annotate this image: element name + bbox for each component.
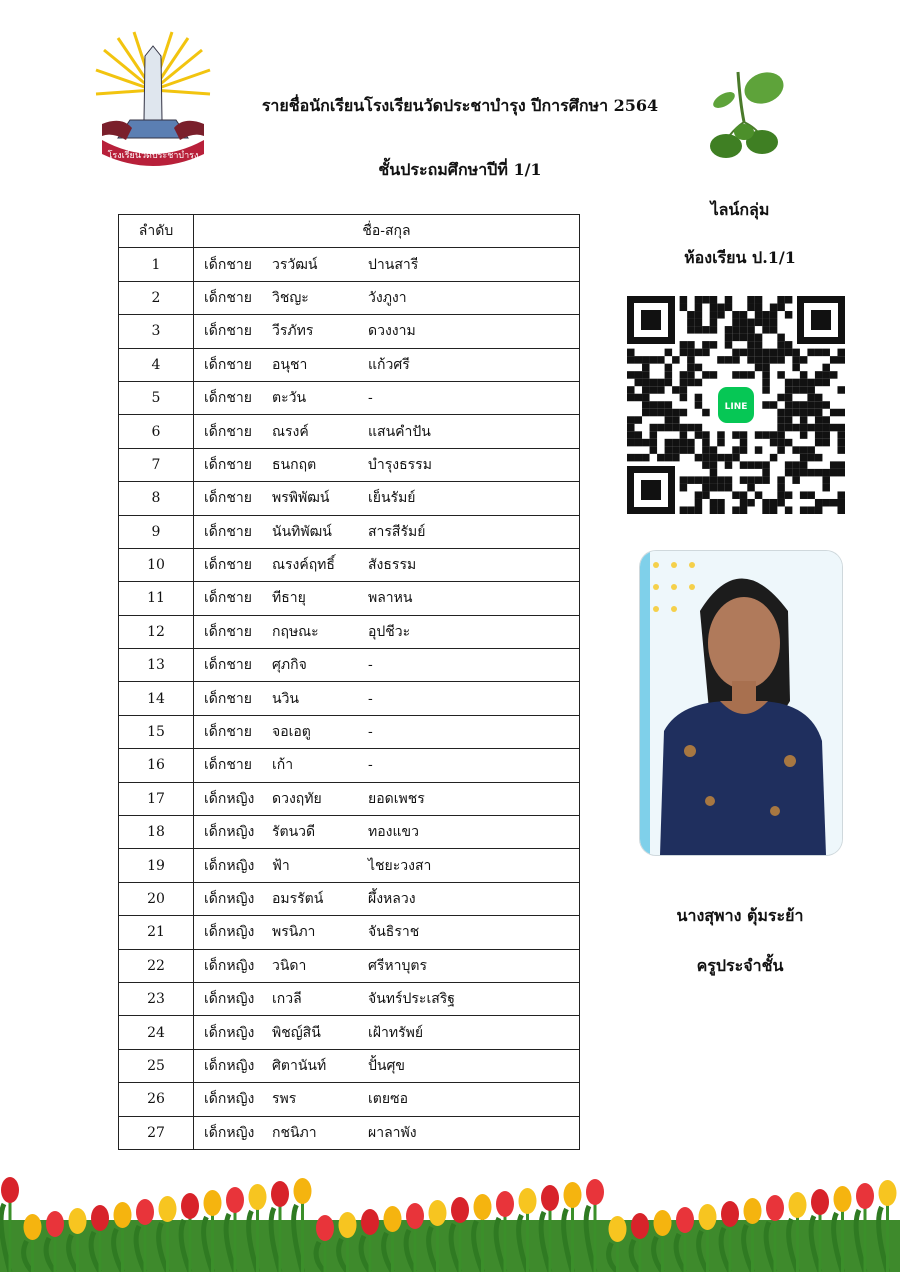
teacher-photo <box>640 551 842 855</box>
table-row <box>119 649 580 682</box>
header-name: ชื่อ-สกุล <box>194 215 580 248</box>
student-name <box>194 782 580 815</box>
row-number: 1 <box>119 248 194 281</box>
name-prefix: เด็กชาย <box>204 557 252 574</box>
table-row <box>119 448 580 481</box>
row-number: 18 <box>119 816 194 849</box>
name-prefix: เด็กหญิง <box>204 1024 255 1041</box>
student-name <box>194 615 580 648</box>
first-name: ธนกฤต <box>272 456 317 473</box>
header-number: ลำดับ <box>119 215 194 248</box>
table-row <box>119 916 580 949</box>
table-row <box>119 582 580 615</box>
document-title: รายชื่อนักเรียนโรงเรียนวัดประชาบำรุง ปีการศึกษา 2564 <box>261 96 659 115</box>
last-name: อุปชีวะ <box>368 623 411 640</box>
row-number: 9 <box>119 515 194 548</box>
line-qr-code <box>627 296 845 514</box>
row-number: 8 <box>119 482 194 515</box>
last-name: แก้วศรี <box>368 356 410 373</box>
name-prefix: เด็กหญิง <box>204 957 255 974</box>
table-row <box>119 749 580 782</box>
first-name: พรนิภา <box>272 924 316 941</box>
row-number: 2 <box>119 281 194 314</box>
first-name: ณรงค์ <box>272 423 309 440</box>
teacher-portrait-icon <box>640 551 842 855</box>
class-subtitle: ชั้นประถมศึกษาปีที่ 1/1 <box>378 160 542 179</box>
table-row <box>119 782 580 815</box>
last-name: ผาลาพัง <box>368 1124 417 1141</box>
name-prefix: เด็กชาย <box>204 390 252 407</box>
row-number: 25 <box>119 1049 194 1082</box>
logo-text: โรงเรียนวัดประชาบำรุง <box>107 151 199 161</box>
classroom-label: ห้องเรียน ป.1/1 <box>684 248 796 267</box>
first-name: นันทิพัฒน์ <box>272 523 332 540</box>
last-name: - <box>368 757 373 774</box>
table-row <box>119 381 580 414</box>
student-name <box>194 749 580 782</box>
row-number: 20 <box>119 882 194 915</box>
name-prefix: เด็กหญิง <box>204 1124 255 1141</box>
student-name <box>194 482 580 515</box>
table-row <box>119 882 580 915</box>
last-name: ไชยะวงสา <box>368 857 432 874</box>
first-name: วิชญะ <box>272 289 309 306</box>
name-prefix: เด็กชาย <box>204 323 252 340</box>
first-name: ดวงฤทัย <box>272 790 322 807</box>
student-name <box>194 949 580 982</box>
first-name: กชนิภา <box>272 1124 317 1141</box>
name-prefix: เด็กหญิง <box>204 991 255 1008</box>
table-row <box>119 315 580 348</box>
first-name: นวิน <box>272 690 300 707</box>
row-number: 14 <box>119 682 194 715</box>
last-name: - <box>368 390 373 407</box>
name-prefix: เด็กชาย <box>204 456 252 473</box>
table-row <box>119 1083 580 1116</box>
name-prefix: เด็กชาย <box>204 523 252 540</box>
table-row <box>119 281 580 314</box>
name-prefix: เด็กชาย <box>204 623 252 640</box>
table-row <box>119 1049 580 1082</box>
last-name: - <box>368 657 373 674</box>
line-group-label: ไลน์กลุ่ม <box>710 200 770 219</box>
name-prefix: เด็กหญิง <box>204 790 255 807</box>
first-name: พรพิพัฒน์ <box>272 490 330 507</box>
student-name <box>194 448 580 481</box>
row-number: 19 <box>119 849 194 882</box>
table-row <box>119 849 580 882</box>
first-name: ศุภกิจ <box>272 657 307 674</box>
row-number: 11 <box>119 582 194 615</box>
table-row <box>119 348 580 381</box>
student-name <box>194 582 580 615</box>
table-row <box>119 482 580 515</box>
first-name: อนุชา <box>272 356 308 373</box>
student-name <box>194 315 580 348</box>
row-number: 13 <box>119 649 194 682</box>
name-prefix: เด็กหญิง <box>204 1057 255 1074</box>
row-number: 15 <box>119 715 194 748</box>
student-name <box>194 1083 580 1116</box>
student-name <box>194 916 580 949</box>
student-name <box>194 381 580 414</box>
name-prefix: เด็กชาย <box>204 757 252 774</box>
student-name <box>194 715 580 748</box>
table-body <box>119 248 580 1150</box>
first-name: เก้า <box>272 757 294 774</box>
row-number: 5 <box>119 381 194 414</box>
student-name <box>194 1116 580 1149</box>
student-name <box>194 649 580 682</box>
table-row <box>119 949 580 982</box>
name-prefix: เด็กชาย <box>204 724 252 741</box>
first-name: ณรงค์ฤทธิ์ <box>272 557 335 574</box>
last-name: ปั้นศุข <box>368 1057 405 1074</box>
student-name <box>194 882 580 915</box>
student-name <box>194 816 580 849</box>
table-row <box>119 982 580 1015</box>
last-name: สังธรรม <box>368 557 417 574</box>
name-prefix: เด็กหญิง <box>204 924 255 941</box>
table-row <box>119 1116 580 1149</box>
row-number: 16 <box>119 749 194 782</box>
name-prefix: เด็กชาย <box>204 356 252 373</box>
student-name <box>194 1049 580 1082</box>
last-name: สารสีรัมย์ <box>368 523 426 540</box>
tulip-border-decoration <box>0 1160 900 1272</box>
name-prefix: เด็กชาย <box>204 423 252 440</box>
row-number: 24 <box>119 1016 194 1049</box>
last-name: - <box>368 690 373 707</box>
student-name <box>194 281 580 314</box>
last-name: ผึ้งหลวง <box>368 891 416 907</box>
table-row <box>119 548 580 581</box>
table-row <box>119 415 580 448</box>
row-number: 17 <box>119 782 194 815</box>
first-name: ฟ้า <box>272 857 290 874</box>
first-name: อมรรัตน์ <box>272 891 324 907</box>
row-number: 26 <box>119 1083 194 1116</box>
first-name: จอเอตู <box>272 724 311 741</box>
last-name: บำรุงธรรม <box>368 456 432 473</box>
row-number: 6 <box>119 415 194 448</box>
name-prefix: เด็กชาย <box>204 590 252 607</box>
student-name <box>194 515 580 548</box>
row-number: 12 <box>119 615 194 648</box>
table-row <box>119 1016 580 1049</box>
row-number: 27 <box>119 1116 194 1149</box>
row-number: 3 <box>119 315 194 348</box>
name-prefix: เด็กหญิง <box>204 824 255 841</box>
name-prefix: เด็กชาย <box>204 690 252 707</box>
table-row <box>119 682 580 715</box>
first-name: ตะวัน <box>272 390 307 407</box>
first-name: กฤษณะ <box>272 623 319 640</box>
last-name: วังภูงา <box>368 289 407 306</box>
last-name: ดวงงาม <box>368 323 416 340</box>
student-name <box>194 415 580 448</box>
table-row <box>119 816 580 849</box>
table-row <box>119 615 580 648</box>
teacher-role: ครูประจำชั้น <box>696 956 784 975</box>
row-number: 10 <box>119 548 194 581</box>
student-name <box>194 682 580 715</box>
first-name: วีรภัทร <box>272 323 314 340</box>
name-prefix: เด็กชาย <box>204 490 252 507</box>
last-name: ยอดเพชร <box>368 790 425 807</box>
last-name: ปานสารี <box>368 256 419 273</box>
student-name <box>194 849 580 882</box>
row-number: 7 <box>119 448 194 481</box>
table-row <box>119 515 580 548</box>
row-number: 4 <box>119 348 194 381</box>
student-name <box>194 348 580 381</box>
first-name: ศิตานันท์ <box>272 1057 327 1074</box>
last-name: แสนคำปัน <box>368 423 431 440</box>
last-name: - <box>368 724 373 741</box>
last-name: เย็นรัมย์ <box>368 490 416 507</box>
first-name: วนิดา <box>272 957 307 974</box>
first-name: วรวัฒน์ <box>272 256 318 273</box>
name-prefix: เด็กหญิง <box>204 1091 255 1108</box>
first-name: พิชญ์สินี <box>272 1024 321 1041</box>
row-number: 23 <box>119 982 194 1015</box>
table-row <box>119 715 580 748</box>
table-row <box>119 248 580 281</box>
first-name: เกวลี <box>272 991 302 1008</box>
name-prefix: เด็กชาย <box>204 256 252 273</box>
last-name: จันธิราช <box>368 924 420 941</box>
last-name: เฝ้าทรัพย์ <box>368 1024 424 1041</box>
name-prefix: เด็กชาย <box>204 289 252 306</box>
first-name: รัตนวดี <box>272 824 316 841</box>
first-name: ทีธายุ <box>272 590 306 607</box>
last-name: พลาหน <box>368 590 413 607</box>
last-name: จันทร์ประเสริฐ <box>368 991 456 1008</box>
name-prefix: เด็กชาย <box>204 657 252 674</box>
student-roster-table <box>118 214 580 1150</box>
table-header-row <box>119 215 580 248</box>
row-number: 21 <box>119 916 194 949</box>
teacher-name: นางสุพาง ตุ้มระย้า <box>676 906 804 925</box>
student-name <box>194 982 580 1015</box>
last-name: ทองแขว <box>368 824 419 841</box>
student-name <box>194 248 580 281</box>
row-number: 22 <box>119 949 194 982</box>
last-name: ศรีหาบุตร <box>368 957 427 974</box>
name-prefix: เด็กหญิง <box>204 857 255 874</box>
first-name: รพร <box>272 1091 297 1108</box>
student-name <box>194 548 580 581</box>
student-name <box>194 1016 580 1049</box>
line-badge-text: LINE <box>724 402 748 412</box>
name-prefix: เด็กหญิง <box>204 891 255 907</box>
last-name: เตยซอ <box>368 1091 408 1108</box>
